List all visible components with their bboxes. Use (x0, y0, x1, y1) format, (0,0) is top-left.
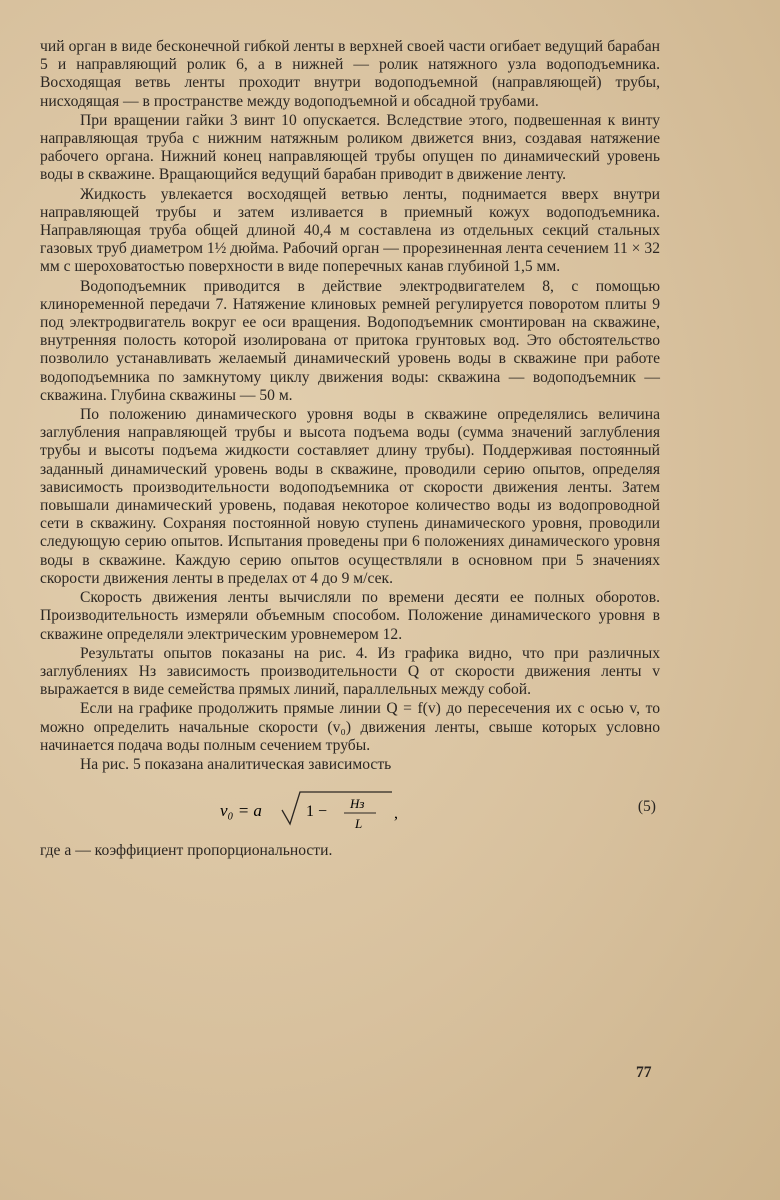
paragraph-after-formula: где a — коэффициент пропорциональности. (40, 842, 333, 860)
paragraph-1: чий орган в виде бесконечной гибкой ленты в верхней своей части огибает ведущий барабан 5 и направляющий ролик 6, а в нижней — ролик натяжного узла водоподъемника. Восходящая ветвь ленты проходит внутри водоподъемной (направляющей) трубы, нисходящая — в пространстве между водоподъемной и обсадной трубами. (40, 38, 660, 110)
paragraph-9: На рис. 5 показана аналитическая зависимость (80, 755, 392, 773)
paragraph-3: Жидкость увлекается восходящей ветвью ленты, поднимается вверх внутри направляющей трубы и затем изливается в приемный кожух водоподъемника. Направляющая труба общей длиной 40,4 м составлена из отдельных секций стальных газовых труб диаметром 1½ дюйма. Рабочий орган — прорезиненная лента сечением 11 × 32 мм с шероховатостью поверхности в виде поперечных канав глубиной 1,5 мм. (40, 185, 660, 276)
formula-comma: , (394, 805, 398, 823)
page-number: 77 (636, 1064, 652, 1081)
formula-denominator: L (355, 816, 363, 832)
formula-svg (220, 788, 480, 832)
paragraph-7: Результаты опытов показаны на рис. 4. Из графика видно, что при различных заглублениях Hз зависимость производительности Q от скорости движения ленты v выражается в виде семейства прямых линий, параллельных между собой. (40, 644, 660, 699)
paragraph-2: При вращении гайки 3 винт 10 опускается. Вследствие этого, подвешенная к винту направляющая труба с нижним натяжным роликом движется вниз, создавая натяжение рабочего органа. Нижний конец направляющей трубы опущен по динамический уровень воды в скважине. Вращающийся ведущий барабан приводит в движение ленту. (40, 111, 660, 184)
paragraph-5: По положению динамического уровня воды в скважине определялись величина заглубления направляющей трубы и высота подъема воды (сумма значений заглубления трубы и высоты подъема жидкости составляет длину трубы). Поддерживая постоянный заданный динамический уровень воды в скважине, проводили серию опытов, определяя зависимость производительности водоподъемника от скорости движения ленты. Затем повышали динамический уровень, подавая некоторое количество воды из водопроводной сети в скважину. Сохраняя постоянной новую ступень динамического уровня, проводили следующую серию опытов. Испытания проведены при 6 положениях динамического уровня воды в скважине. Каждую серию опытов осуществляли в основном при 5 значениях скорости движения ленты в пределах от 4 до 9 м/сек. (40, 406, 660, 587)
page-body (40, 38, 660, 860)
paragraph-6: Скорость движения ленты вычисляли по времени десяти ее полных оборотов. Производительность измеряли объемным способом. Положение динамического уровня в скважине определяли электрическим уровнемером 12. (40, 589, 660, 643)
formula-numerator: Hз (350, 796, 365, 812)
paragraph-4: Водоподъемник приводится в действие электродвигателем 8, с помощью клиноременной передачи 7. Натяжение клиновых ремней регулируется поворотом плиты 9 под электродвигатель вокруг ее оси вращения. Водоподъемник смонтирован на скважине, внутренняя полость которой изолирована от притока грунтовых вод. Это обстоятельство позволило устанавливать желаемый динамический уровень воды в скважине при работе водоподъемника по замкнутому циклу движения воды: скважина — водоподъемник — скважина. Глубина скважины — 50 м. (40, 277, 660, 404)
formula-one-minus: 1 − (306, 803, 328, 821)
formula-lhs: v₀ = a (220, 801, 262, 821)
formula-5 (40, 780, 660, 838)
equation-number: (5) (637, 798, 656, 816)
paragraph-8: Если на графике продолжить прямые линии Q = f(v) до пересечения их с осью v, то можно определить начальные скорости (v₀) движения ленты, свыше которых условно начинается подача воды полным сечением трубы. (40, 700, 660, 754)
radical-sign (282, 792, 392, 824)
formula-expression (220, 788, 480, 832)
